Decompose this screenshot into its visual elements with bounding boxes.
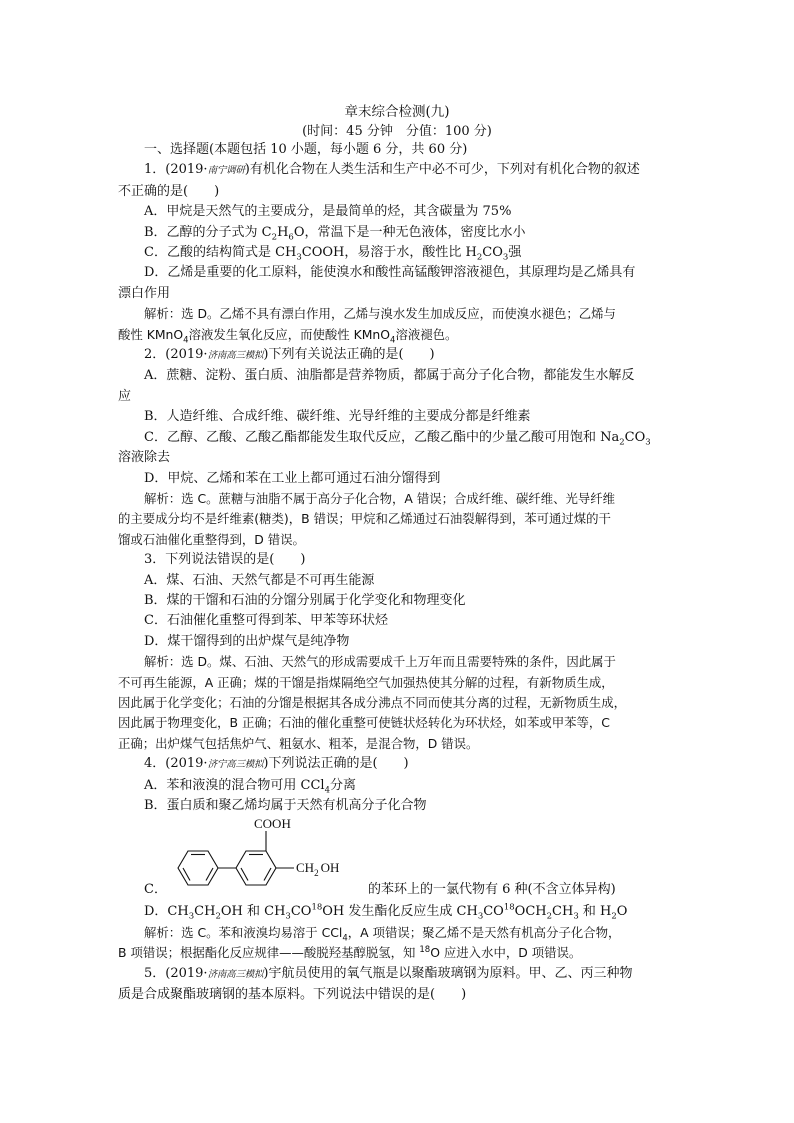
- benzene-ring-right: [236, 851, 276, 885]
- cooh-group-label: COOH: [254, 816, 291, 832]
- option-c-label: C．: [144, 882, 167, 897]
- question-2: [118, 345, 678, 550]
- option-a: A．煤、石油、天然气都是不可再生能源: [144, 572, 375, 588]
- answer-explanation: 解析：选 C。苯和液溴均易溶于 CCl$_4$，A 项错误；聚乙烯不是天然有机高分子化合物，: [144, 924, 621, 944]
- option-b: B．人造纤维、合成纤维、碳纤维、光导纤维的主要成分都是纤维素: [144, 409, 531, 425]
- ch2oh-group-label: $CH_2$ OH: [296, 860, 340, 879]
- source-label: 南宁调研: [207, 165, 245, 177]
- option-a-cont: 应: [118, 388, 132, 404]
- answer-explanation: 解析：选 D。乙烯不具有漂白作用，乙烯与溴水发生加成反应，而使溴水褪色；乙烯与: [144, 306, 616, 322]
- option-b: B．煤的干馏和石油的分馏分别属于化学变化和物理变化: [144, 592, 466, 608]
- question-5: [118, 964, 678, 1006]
- option-d: D．甲烷、乙烯和苯在工业上都可通过石油分馏得到: [144, 470, 441, 486]
- answer-explanation-cont: 不可再生能源，A 正确；煤的干馏是指煤隔绝空气加强热使其分解的过程，有新物质生成，: [118, 674, 614, 690]
- answer-explanation-cont: 因此属于物理变化，B 正确；石油的催化重整可使链状烃转化为环状烃，如苯或甲苯等，C: [118, 715, 610, 731]
- option-d-cont: 漂白作用: [118, 285, 171, 301]
- question-1-stem-cont: 不正确的是( ): [118, 183, 220, 199]
- option-c: C．乙酸的结构简式是 $CH_3COOH$，易溶于水，酸性比 $H_2CO_3$强: [144, 245, 522, 263]
- benzene-ring-left: [178, 851, 218, 885]
- option-c-text: 的苯环上的一氯代物有 6 种(不含立体异构): [368, 882, 616, 897]
- answer-explanation-cont: 正确；出炉煤气包括焦炉气、粗氨水、粗苯，是混合物，D 错误。: [118, 735, 479, 751]
- question-5-stem-cont: 质是合成聚酯玻璃钢的基本原料。下列说法中错误的是( ): [118, 987, 467, 1003]
- question-1-stem: 1．(2019·南宁调研)有机化合物在人类生活和生产中必不可少，下列对有机化合物的叙述: [144, 162, 640, 178]
- option-c-cont: 溶液除去: [118, 450, 171, 466]
- option-a: A．苯和液溴的混合物可用 CCl$_4$分离: [144, 777, 357, 796]
- option-d: D．乙烯是重要的化工原料，能使溴水和酸性高锰酸钾溶液褪色，其原理均是乙烯具有: [144, 265, 636, 281]
- question-5-stem: 5．(2019·济南高三模拟)宇航员使用的氧气瓶是以聚酯玻璃钢为原料。甲、乙、丙三种物: [144, 965, 633, 981]
- section-heading: 一、选择题(本题包括 10 小题，每小题 6 分，共 60 分): [144, 142, 468, 157]
- source-label: 济宁高三模拟: [207, 759, 264, 771]
- answer-explanation-cont: 因此属于化学变化；石油的分馏是根据其各成分沸点不同而使其分离的过程，无新物质生成，: [118, 694, 627, 710]
- option-b: B．乙醇的分子式为 $C_2H_6O$，常温下是一种无色液体，密度比水小: [144, 224, 526, 243]
- option-a: A．蔗糖、淀粉、蛋白质、油脂都是营养物质，都属于高分子化合物，都能发生水解反: [144, 368, 635, 384]
- question-1: [118, 160, 678, 345]
- answer-explanation: 解析：选 D。煤、石油、天然气的形成需要成千上万年而且需要特殊的条件，因此属于: [144, 654, 616, 670]
- option-c: C．石油催化重整可得到苯、甲苯等环状烃: [144, 613, 388, 629]
- question-3: [118, 550, 678, 754]
- answer-explanation-cont: 的主要成分均不是纤维素(糖类)，B 错误；甲烷和乙烯通过石油裂解得到，苯可通过煤的干: [118, 511, 611, 527]
- question-3-stem: 3．下列说法错误的是( ): [144, 552, 306, 568]
- document-body: [118, 140, 678, 1005]
- page-title: 章末综合检测(九): [344, 104, 450, 120]
- question-2-stem: 2．(2019·济南高三模拟)下列有关说法正确的是( ): [144, 347, 435, 363]
- option-d: D．煤干馏得到的出炉煤气是纯净物: [144, 633, 350, 649]
- question-4-stem: 4．(2019·济宁高三模拟)下列说法正确的是( ): [144, 756, 409, 772]
- source-label: 济南高三模拟: [207, 350, 264, 362]
- option-c: [118, 816, 678, 902]
- answer-explanation: 解析：选 C。蔗糖与油脂不属于高分子化合物，A 错误；合成纤维、碳纤维、光导纤维: [144, 490, 616, 506]
- option-a: A．甲烷是天然气的主要成分，是最简单的烃，其含碳量为 75%: [144, 204, 512, 220]
- source-label: 济南高三模拟: [207, 968, 264, 980]
- option-c: C．乙醇、乙酸、乙酸乙酯都能发生取代反应，乙酸乙酯中的少量乙酸可用饱和 $Na_2CO_3$: [144, 429, 651, 448]
- answer-explanation-cont: B 项错误；根据酯化反应规律——酸脱羟基醇脱氢，知 $^{18}$O 应进入水中，D 项错误。: [118, 945, 582, 961]
- answer-explanation-cont: 馏或石油催化重整得到，D 错误。: [118, 531, 305, 547]
- option-b: B．蛋白质和聚乙烯均属于天然有机高分子化合物: [144, 798, 427, 813]
- answer-explanation-cont: 酸性 KMnO$_4$溶液发生氧化反应，而使酸性 KMnO$_4$溶液褪色。: [118, 326, 458, 346]
- page-subtitle: (时间：45 分钟 分值：100 分): [302, 124, 492, 139]
- question-4: [118, 754, 678, 963]
- option-d: D．$CH_3CH_2OH$ 和 $CH_3CO^{18}OH$ 发生酯化反应生成 $CH_3CO^{18}OCH_2CH_3$ 和 $H_2O$: [144, 903, 628, 922]
- biphenyl-structure-diagram: [166, 816, 366, 902]
